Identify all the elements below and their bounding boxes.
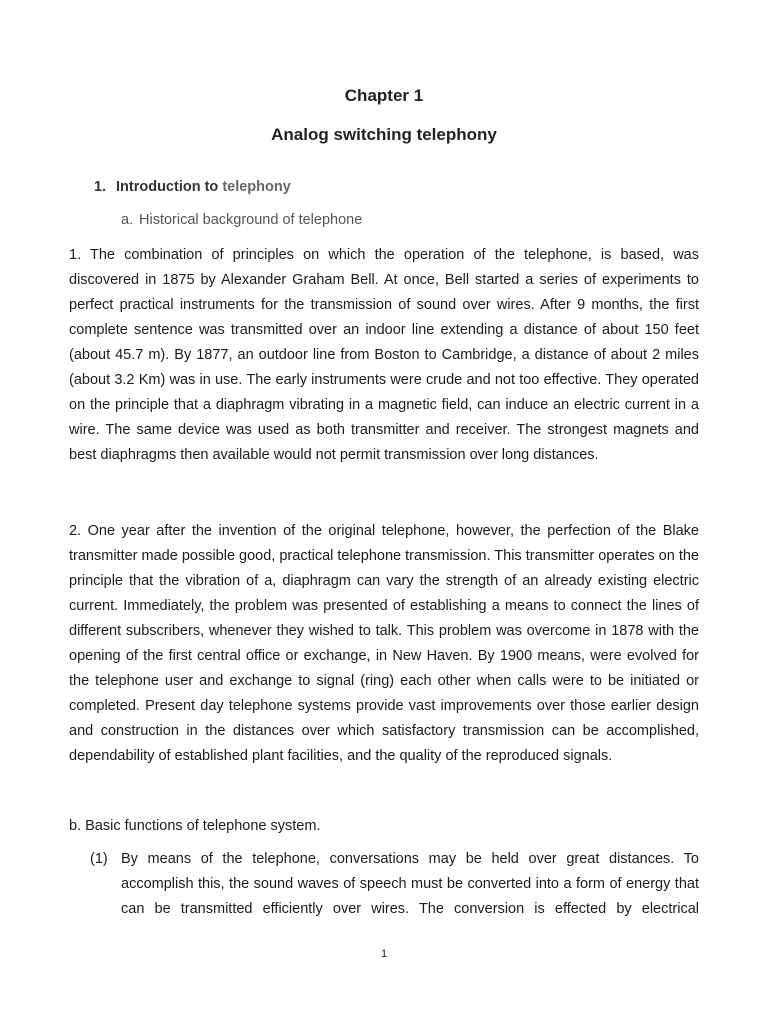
section-heading bbox=[94, 179, 291, 195]
paragraph-1: 1. The combination of principles on which the operation of the telephone, is based, was discovered in 1875 by Alexander Graham Bell. At once, Bell started a series of experiments to perfect practical instruments for the transmission of sound over wires. After 9 months, the first complete sentence was transmitted over an indoor line extending a distance of about 150 feet (about 45.7 m). By 1877, an outdoor line from Boston to Cambridge, a distance of about 2 miles (about 3.2 Km) was in use. The early instruments were crude and not too effective. They operated on the principle that a diaphragm vibrating in a magnetic field, can induce an electric current in a wire. The same device was used as both transmitter and receiver. The strongest magnets and best diaphragms then available would not permit transmission over long distances. bbox=[69, 247, 699, 463]
page-number: 1 bbox=[380, 948, 388, 960]
list-item-marker: (1) bbox=[90, 851, 108, 867]
chapter-title: Analog switching telephony bbox=[271, 125, 497, 144]
paragraph-2: 2. One year after the invention of the original telephone, however, the perfection of the Blake transmitter made possible good, practical telephone transmission. This transmitter operates on the principle that the vibration of a, diaphragm can vary the strength of an already existing electric current. Immediately, the problem was presented of establishing a means to connect the lines of different subscribers, whenever they wished to talk. This problem was overcome in 1878 with the opening of the first central office or exchange, in New Haven. By 1900 means, were evolved for the telephone user and exchange to signal (ring) each other when calls were to be initiated or completed. Present day telephone systems provide vast improvements over those earlier design and construction in the distances over which satisfactory transmission can be accomplished, dependability of established plant facilities, and the quality of the reproduced signals. bbox=[69, 523, 699, 764]
section-label-muted: telephony bbox=[222, 179, 291, 195]
list-item-text: By means of the telephone, conversations may be held over great distances. To accomplish this, the sound waves of speech must be converted into a form of energy that can be transmitted efficiently over wires. The conversion is effected by electrical bbox=[121, 851, 699, 917]
list-item bbox=[90, 847, 699, 922]
subsection-a-label: Historical background of telephone bbox=[139, 212, 363, 228]
subsection-a-heading bbox=[121, 212, 362, 228]
section-number: 1. bbox=[94, 179, 107, 195]
subsection-b-heading: b. Basic functions of telephone system. bbox=[69, 818, 321, 834]
chapter-heading: Chapter 1 bbox=[344, 86, 424, 105]
section-label: Introduction to bbox=[116, 179, 219, 195]
subsection-a-marker: a. bbox=[121, 212, 134, 228]
